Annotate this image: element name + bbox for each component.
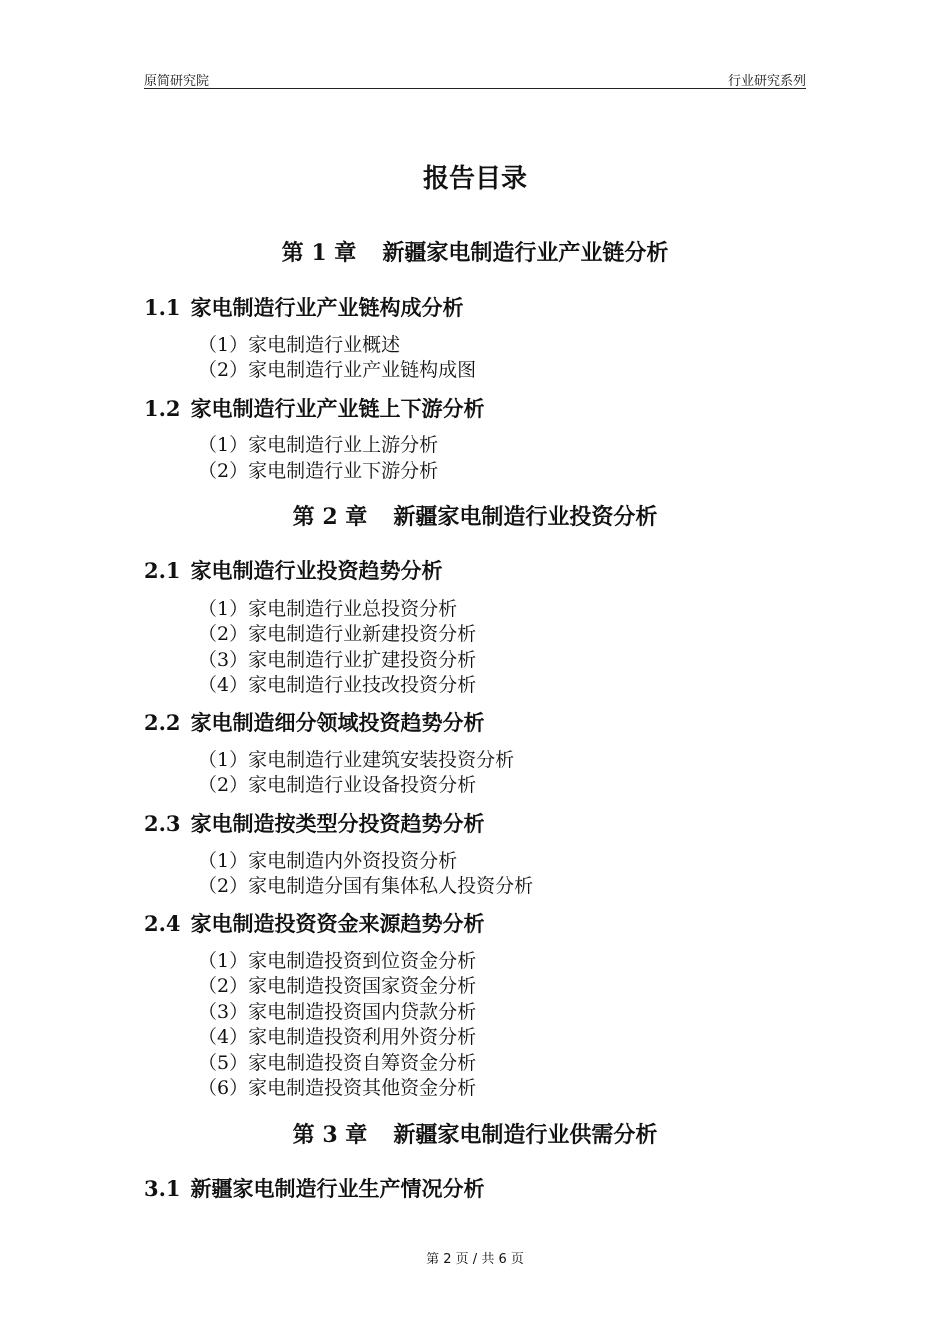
chapter-title: 新疆家电制造行业投资分析: [393, 504, 658, 530]
chapter-1-heading[interactable]: [0, 236, 950, 267]
section-number: 3.1: [144, 1176, 181, 1201]
page-footer: 第 2 页 / 共 6 页: [426, 1252, 524, 1267]
section-number: 2.1: [144, 558, 181, 583]
section-2-3-heading[interactable]: [144, 808, 485, 838]
section-title: 新疆家电制造行业生产情况分析: [190, 1176, 485, 1201]
toc-item[interactable]: （3）家电制造行业扩建投资分析: [198, 649, 477, 671]
section-title: 家电制造细分领域投资趋势分析: [190, 710, 485, 735]
chapter-number: 第 1 章: [281, 240, 357, 266]
toc-item[interactable]: （1）家电制造投资到位资金分析: [198, 950, 477, 972]
toc-item[interactable]: （3）家电制造投资国内贷款分析: [198, 1001, 477, 1023]
section-3-1-heading[interactable]: [144, 1173, 485, 1203]
section-title: 家电制造行业投资趋势分析: [190, 558, 443, 583]
section-title: 家电制造按类型分投资趋势分析: [190, 811, 485, 836]
section-number: 2.3: [144, 811, 181, 836]
section-title: 家电制造行业产业链构成分析: [190, 295, 464, 320]
section-2-2-heading[interactable]: [144, 707, 485, 737]
chapter-title: 新疆家电制造行业供需分析: [393, 1122, 658, 1148]
toc-item[interactable]: （4）家电制造投资利用外资分析: [198, 1026, 477, 1048]
toc-item[interactable]: （6）家电制造投资其他资金分析: [198, 1077, 477, 1099]
toc-item[interactable]: （2）家电制造行业设备投资分析: [198, 774, 477, 796]
header-right: 行业研究系列: [727, 74, 806, 89]
chapter-number: 第 3 章: [292, 1122, 368, 1148]
section-2-4-heading[interactable]: [144, 908, 485, 938]
chapter-3-heading[interactable]: [0, 1118, 950, 1149]
section-number: 1.2: [144, 396, 181, 421]
toc-item[interactable]: （1）家电制造行业总投资分析: [198, 598, 458, 620]
header-left: 原简研究院: [144, 74, 210, 89]
chapter-2-heading[interactable]: [0, 500, 950, 531]
toc-item[interactable]: （2）家电制造行业产业链构成图: [198, 359, 477, 381]
toc-item[interactable]: （1）家电制造行业上游分析: [198, 434, 439, 456]
section-number: 2.4: [144, 911, 181, 936]
section-number: 1.1: [144, 295, 181, 320]
toc-item[interactable]: （2）家电制造分国有集体私人投资分析: [198, 875, 534, 897]
section-1-2-heading[interactable]: [144, 393, 485, 423]
section-1-1-heading[interactable]: [144, 292, 464, 322]
section-title: 家电制造投资资金来源趋势分析: [190, 911, 485, 936]
section-number: 2.2: [144, 710, 181, 735]
toc-item[interactable]: （4）家电制造行业技改投资分析: [198, 674, 477, 696]
toc-item[interactable]: （2）家电制造行业下游分析: [198, 460, 439, 482]
section-title: 家电制造行业产业链上下游分析: [190, 396, 485, 421]
toc-item[interactable]: （1）家电制造内外资投资分析: [198, 850, 458, 872]
page-title: 报告目录: [422, 164, 527, 194]
toc-item[interactable]: （1）家电制造行业建筑安装投资分析: [198, 749, 515, 771]
toc-item[interactable]: （2）家电制造行业新建投资分析: [198, 623, 477, 645]
section-2-1-heading[interactable]: [144, 555, 443, 585]
toc-item[interactable]: （2）家电制造投资国家资金分析: [198, 975, 477, 997]
chapter-title: 新疆家电制造行业产业链分析: [382, 240, 669, 266]
toc-item[interactable]: （5）家电制造投资自筹资金分析: [198, 1052, 477, 1074]
chapter-number: 第 2 章: [292, 504, 368, 530]
toc-item[interactable]: （1）家电制造行业概述: [198, 334, 401, 356]
page-header: [144, 70, 806, 89]
